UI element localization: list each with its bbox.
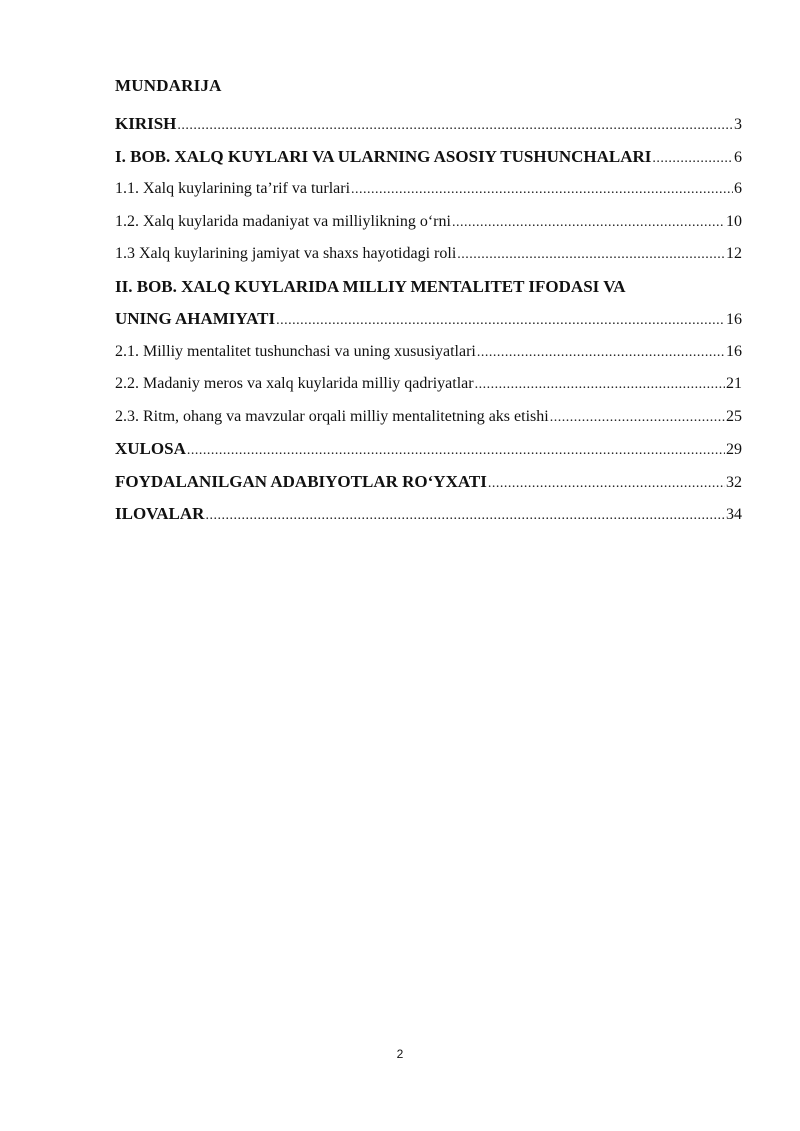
toc-dot-leader [187,435,725,466]
toc-entry-label: 1.3 Xalq kuylarining jamiyat va shaxs hayotidagi roli [115,245,457,262]
toc-dot-leader [550,402,725,434]
toc-entry-page: 34 [726,506,742,523]
toc-dot-leader [652,143,733,174]
toc-entry-appendices[interactable] [115,498,742,531]
toc-entry-label: ILOVALAR [115,504,205,523]
toc-dot-leader [477,337,725,369]
toc-entry-chapter-2-line-2[interactable] [115,303,742,336]
toc-entry-label: 2.2. Madaniy meros va xalq kuylarida milliy qadriyatlar [115,375,474,392]
toc-entry-xulosa[interactable] [115,433,742,466]
toc-entry-label: 2.1. Milliy mentalitet tushunchasi va uning xususiyatlari [115,342,476,360]
toc-entry-1-2[interactable] [115,206,742,239]
toc-entry-bibliography[interactable] [115,466,742,499]
toc-entry-label: II. BOB. XALQ KUYLARIDA MILLIY MENTALITET IFODASI VA [115,276,626,296]
toc-dot-leader [276,305,725,336]
toc-dot-leader [488,468,725,499]
toc-dot-leader [351,174,733,206]
toc-entry-label: 1.2. Xalq kuylarida madaniyat va milliylikning o‘rni [115,212,451,230]
toc-entry-label: UNING AHAMIYATI [115,309,276,328]
toc-entry-page: 16 [726,311,742,328]
toc-dot-leader [177,110,733,141]
toc-entry-2-2[interactable] [115,368,742,401]
toc-entry-2-3[interactable] [115,401,742,434]
toc-entry-2-1[interactable] [115,336,742,369]
toc-entry-chapter-2-line-1[interactable] [115,271,742,304]
toc-entry-page: 12 [726,245,742,262]
toc-dot-leader [475,369,725,401]
toc-dot-leader [205,500,725,531]
toc-entry-page: 29 [726,441,742,458]
toc-dot-leader [452,207,725,239]
toc-entry-page: 16 [726,342,742,360]
toc-entry-1-1[interactable] [115,173,742,206]
toc-entry-1-3[interactable] [115,238,742,271]
toc-entry-label: FOYDALANILGAN ADABIYOTLAR RO‘YXATI [115,471,487,491]
toc-entry-page: 6 [734,180,742,197]
toc-dot-leader [457,239,725,271]
page-number: 2 [396,1047,404,1061]
toc-entry-page: 3 [734,116,742,133]
toc-entry-label: I. BOB. XALQ KUYLARI VA ULARNING ASOSIY TUSHUNCHALARI [115,146,652,166]
toc-entry-page: 21 [726,375,742,392]
toc-entry-chapter-1[interactable] [115,141,742,174]
toc-heading: MUNDARIJA [115,76,222,95]
toc-entry-label: KIRISH [115,114,177,133]
toc-entry-label: XULOSA [115,439,186,458]
toc-entry-page: 25 [726,407,742,425]
toc-entry-page: 32 [726,473,742,491]
table-of-contents [115,108,742,531]
toc-entry-label: 2.3. Ritm, ohang va mavzular orqali milliy mentalitetning aks etishi [115,407,549,425]
toc-entry-page: 6 [734,148,742,166]
toc-entry-kirish[interactable] [115,108,742,141]
toc-entry-page: 10 [726,212,742,230]
toc-entry-label: 1.1. Xalq kuylarining ta’rif va turlari [115,180,351,197]
